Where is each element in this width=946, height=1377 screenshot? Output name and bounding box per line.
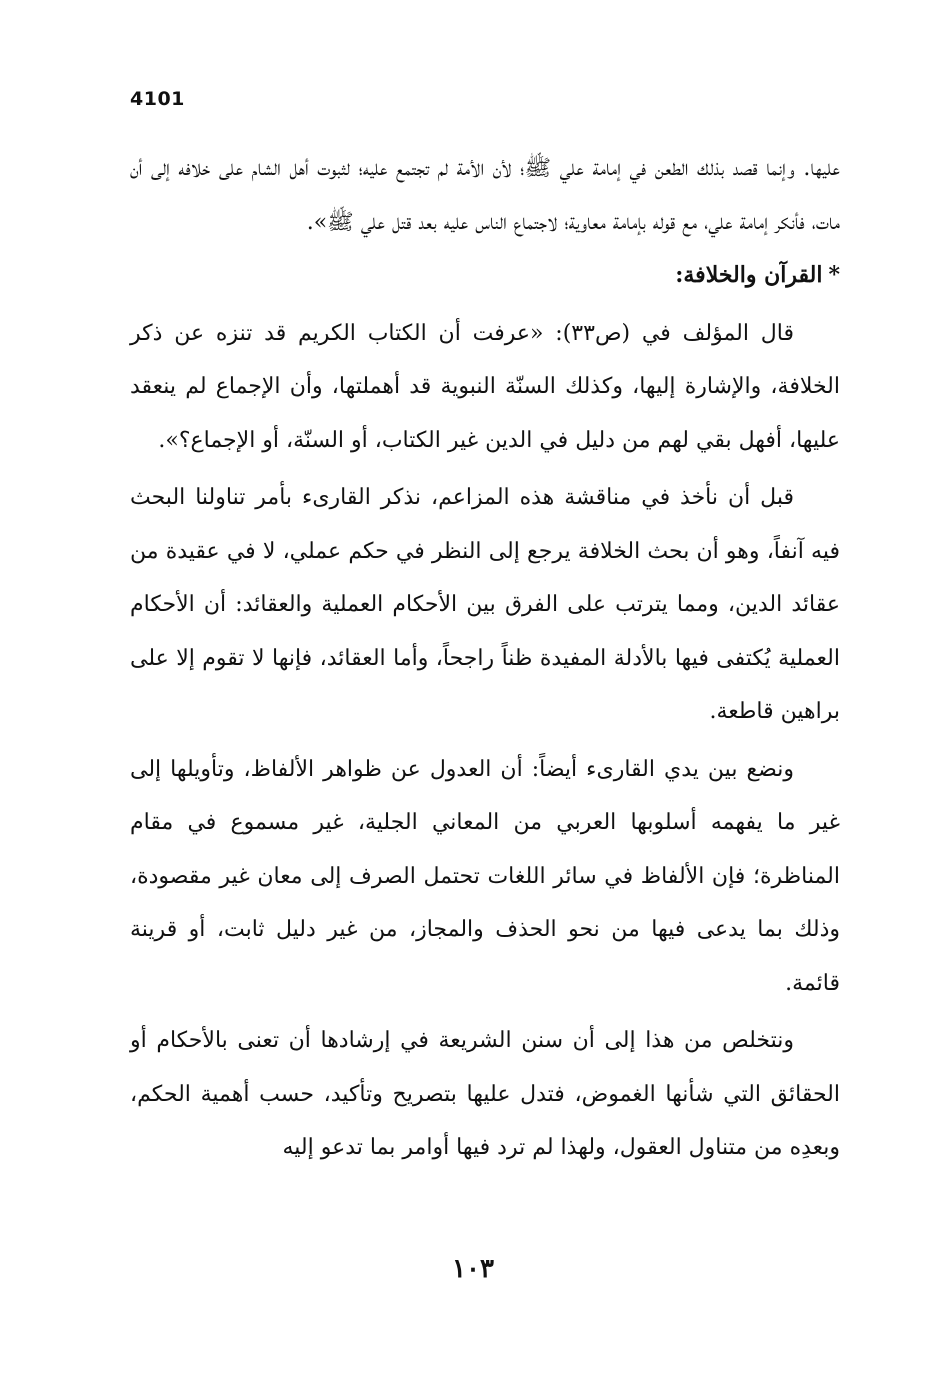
paragraph-conclusion: ونتخلص من هذا إلى أن سنن الشريعة في إرشادها أن تعنى بالأحكام أو الحقائق التي شأنها الغموض، فتدل عليها بتصريح وتأكيد، حسب أهمية الحكم، وبعدِه من متناول العقول، ولهذا لم ترد فيها أوامر بما تدعو إليه [130, 1028, 840, 1160]
main-text [130, 142, 840, 1175]
paragraph-quote: قال المؤلف في (ص٣٣): «عرفت أن الكتاب الكريم قد تنزه عن ذكر الخلافة، والإشارة إليها، وكذلك السنّة النبوية قد أهملتها، وأن الإجماع لم ينعقد عليها، أفهل بقي لهم من دليل في الدين غير الكتاب، أو السنّة، أو الإجماع؟». [130, 320, 840, 453]
paragraph-interpretation: ونضع بين يدي القارىء أيضاً: أن العدول عن ظواهر الألفاظ، وتأويلها إلى غير ما يفهمه أسلوبها العربي من المعاني الجلية، غير مسموع في مقام المناظرة؛ فإن الألفاظ في سائر اللغات تحتمل الصرف إلى معان غير مقصودة، وذلك بما يدعى فيها من نحو الحذف والمجاز، من غير دليل ثابت، أو قرينة قائمة. [130, 756, 840, 996]
folio-code: 4101 [130, 88, 185, 110]
page-number: ١٠٣ [452, 1254, 494, 1284]
paragraph-discussion: قبل أن نأخذ في مناقشة هذه المزاعم، نذكر القارىء بأمر تناولنا البحث فيه آنفاً، وهو أن بحث الخلافة يرجع إلى النظر في حكم عملي، لا في عقيدة من عقائد الدين، ومما يترتب على الفرق بين الأحكام العملية والعقائد: أن الأحكام العملية يُكتفى فيها بالأدلة المفيدة ظناً راجحاً، وأما العقائد، فإنها لا تقوم إلا على براهين قاطعة. [130, 485, 840, 724]
paragraph-continuation: عليها. وإنما قصد بذلك الطعن في إمامة علي ﷺ؛ لأن الأمة لم تجتمع عليه؛ لثبوت أهل الشام على خلافه إلى أن مات، فأنكر إمامة علي، مع قوله بإمامة معاوية؛ لاجتماع الناس عليه بعد قتل علي ﷺ». [130, 156, 840, 235]
asterisk-icon: * [828, 262, 840, 288]
section-heading-label: القرآن والخلافة: [675, 262, 823, 288]
section-heading [130, 249, 840, 303]
